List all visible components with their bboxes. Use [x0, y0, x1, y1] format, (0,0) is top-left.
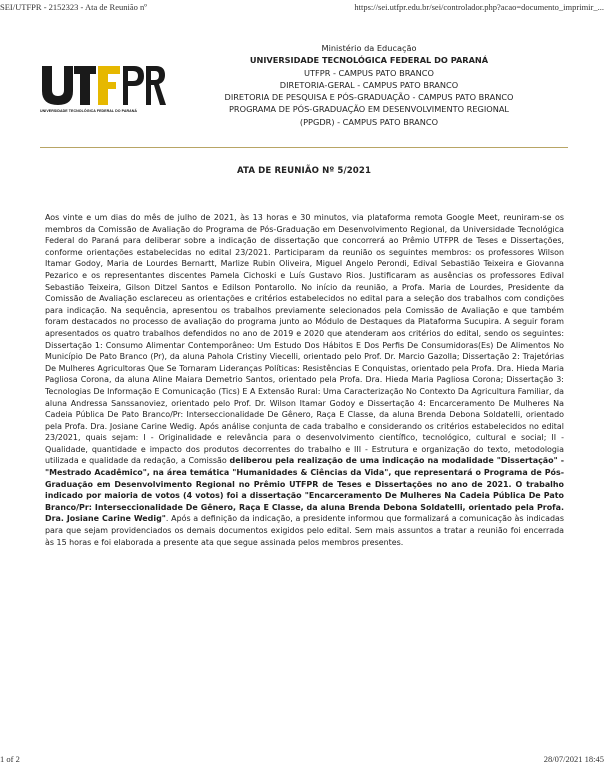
program-line: PROGRAMA DE PÓS-GRADUAÇÃO EM DESENVOLVIMENTO REGIONAL — [229, 104, 509, 115]
print-timestamp: 28/07/2021 18:45 — [543, 754, 604, 764]
university-line: UNIVERSIDADE TECNOLÓGICA FEDERAL DO PARANÁ — [249, 55, 489, 66]
browser-print-header — [0, 0, 606, 14]
browser-print-footer — [0, 754, 606, 768]
directorate-general-line: DIRETORIA-GERAL - CAMPUS PATO BRANCO — [279, 79, 459, 90]
research-directorate-line: DIRETORIA DE PESQUISA E PÓS-GRADUAÇÃO - CAMPUS PATO BRANCO — [224, 92, 514, 103]
utfpr-logo-wordmark — [40, 62, 168, 108]
print-page-url: https://sei.utfpr.edu.br/sei/controlador.php?acao=documento_imprimir_... — [354, 2, 604, 12]
institution-lines — [175, 42, 563, 128]
header-divider — [40, 147, 568, 148]
program-acronym-line: (PPGDR) - CAMPUS PATO BRANCO — [299, 116, 439, 127]
body-text-bold-decision: deliberou pela realização de uma indicação na modalidade "Dissertação" - "Mestrado Acadêmico", na área temática "Humanidades & Ciências da Vida", que representará o Programa de Pós-Graduação em Desenvolvimento Regional no Prêmio UTFPR de Teses e Dissertações no ano de 2021. O trabalho indicado por maioria de votos (4 votos) foi a dissertação "Encarceramento De Mulheres Na Cadeia Pública De Pato Branco/Pr: Interseccionalidade De Gênero, Raça E Classe, da aluna Brenda Debona Soldatelli, orientado pela Profa. Dra. Josiane Carine Wedig" — [45, 456, 565, 524]
ministry-line: Ministério da Educação — [321, 43, 417, 53]
document-body — [45, 212, 564, 548]
print-page-number: 1 of 2 — [0, 754, 20, 764]
document-title: ATA DE REUNIÃO Nº 5/2021 — [236, 166, 372, 176]
letterhead — [40, 42, 570, 137]
print-page-title: SEI/UTFPR - 2152323 - Ata de Reunião nº — [0, 2, 147, 12]
utfpr-logo — [40, 62, 165, 113]
logo-subtitle: UNIVERSIDADE TECNOLÓGICA FEDERAL DO PARANÁ — [40, 109, 138, 113]
campus-line: UTFPR - CAMPUS PATO BRANCO — [304, 67, 434, 78]
body-text-part1: Aos vinte e um dias do mês de julho de 2021, às 13 horas e 30 minutos, via plataforma remota Google Meet, reuniram-se os membros da Comissão de Avaliação do Programa de Pós-Graduação em Desenvolvimento Regional, da Universidade Tecnológica Federal do Paraná para deliberar sobre a indicação de dissertação que concorrerá ao Prêmio UTFPR de Teses e Dissertações, conforme orientações estabelecidas no edital 23/2021. Participaram da reunião os seguintes membros: os professores Wilson Itamar Godoy, Maria de Lourdes Bernartt, Marlize Rubin Oliveira, Miguel Angelo Perondi, Edival Sebastião Teixeira e Giovanna Pezarico e os representantes discentes Pamela Cichoski e Luís Gustavo Rios. Justificaram as ausências os professores Edival Sebastião Teixeira, Gilson Ditzel Santos e Edilson Pontarollo. No início da reunião, a Profa. Maria de Lourdes, Presidente da Comissão de Avaliação esclareceu as orientações e critérios estabelecidos no edital para a seleção dos trabalhos com condições para indicação. Na sequência, apresentou os trabalhos previamente selecionados pela Comissão de Avaliação e que também foram destacados no processo de avaliação do programa junto ao Módulo de Destaques da Plataforma Sucupira. A seguir foram apresentados os quatro trabalhos defendidos no ano de 2019 e 2020 que atenderam aos critérios do edital, sendo os seguintes: Dissertação 1: Consumo Alimentar Contemporâneo: Um Estudo Dos Hábitos E Dos Perfis De Consumidoras(Es) De Alimentos No Município De Pato Branco (Pr), da aluna Pahola Cristiny Viecelli, orientado pelo Prof. Dr. Marcio Gazolla; Dissertação 2: Trajetórias De Mulheres Agricultoras Que Se Tornaram Lideranças Políticas: Resistências E Conquistas, orientado pela Profa. Dra. Hieda Maria Pagliosa Corona, da aluna Aline Maiara Demetrio Santos, orientado pela Profa. Dra. Hieda Maria Pagliosa Corona; Dissertação 3: Tecnologias De Informação E Comunicação (Tics) E A Extensão Rural: Uma Caracterização No Contexto Da Agricultura Familiar, da aluna Andressa Sanssanoviez, orientado pelo Prof. Dr. Wilson Itamar Godoy e Dissertação 4: Encarceramento De Mulheres Na Cadeia Pública De Pato Branco/Pr: Interseccionalidade De Gênero, Raça E Classe, da aluna Brenda Debona Soldatelli, orientado pela Profa. Dra. Josiane Carine Wedig. Após análise conjunta de cada trabalho e considerando os critérios estabelecidos no edital 23/2021, quais sejam: I - Originalidade e relevância para o desenvolvimento científico, tecnológico, cultural e social; II - Qualidade, quantidade e impacto dos produtos decorrentes do trabalho e III - Estrutura e organização do texto, metodologia utilizada e qualidade da redação, a Comissão — [45, 213, 564, 466]
body-text-part2: . Após a definição da indicação, a presidente informou que formalizará a comunicação às indicadas para que sejam providenciados os demais documentos exigidos pelo edital. Sem mais assuntos a tratar a reunião foi encerrada às 15 horas e foi elaborada a presente ata que segue assinada pelos membros presentes. — [45, 514, 564, 547]
